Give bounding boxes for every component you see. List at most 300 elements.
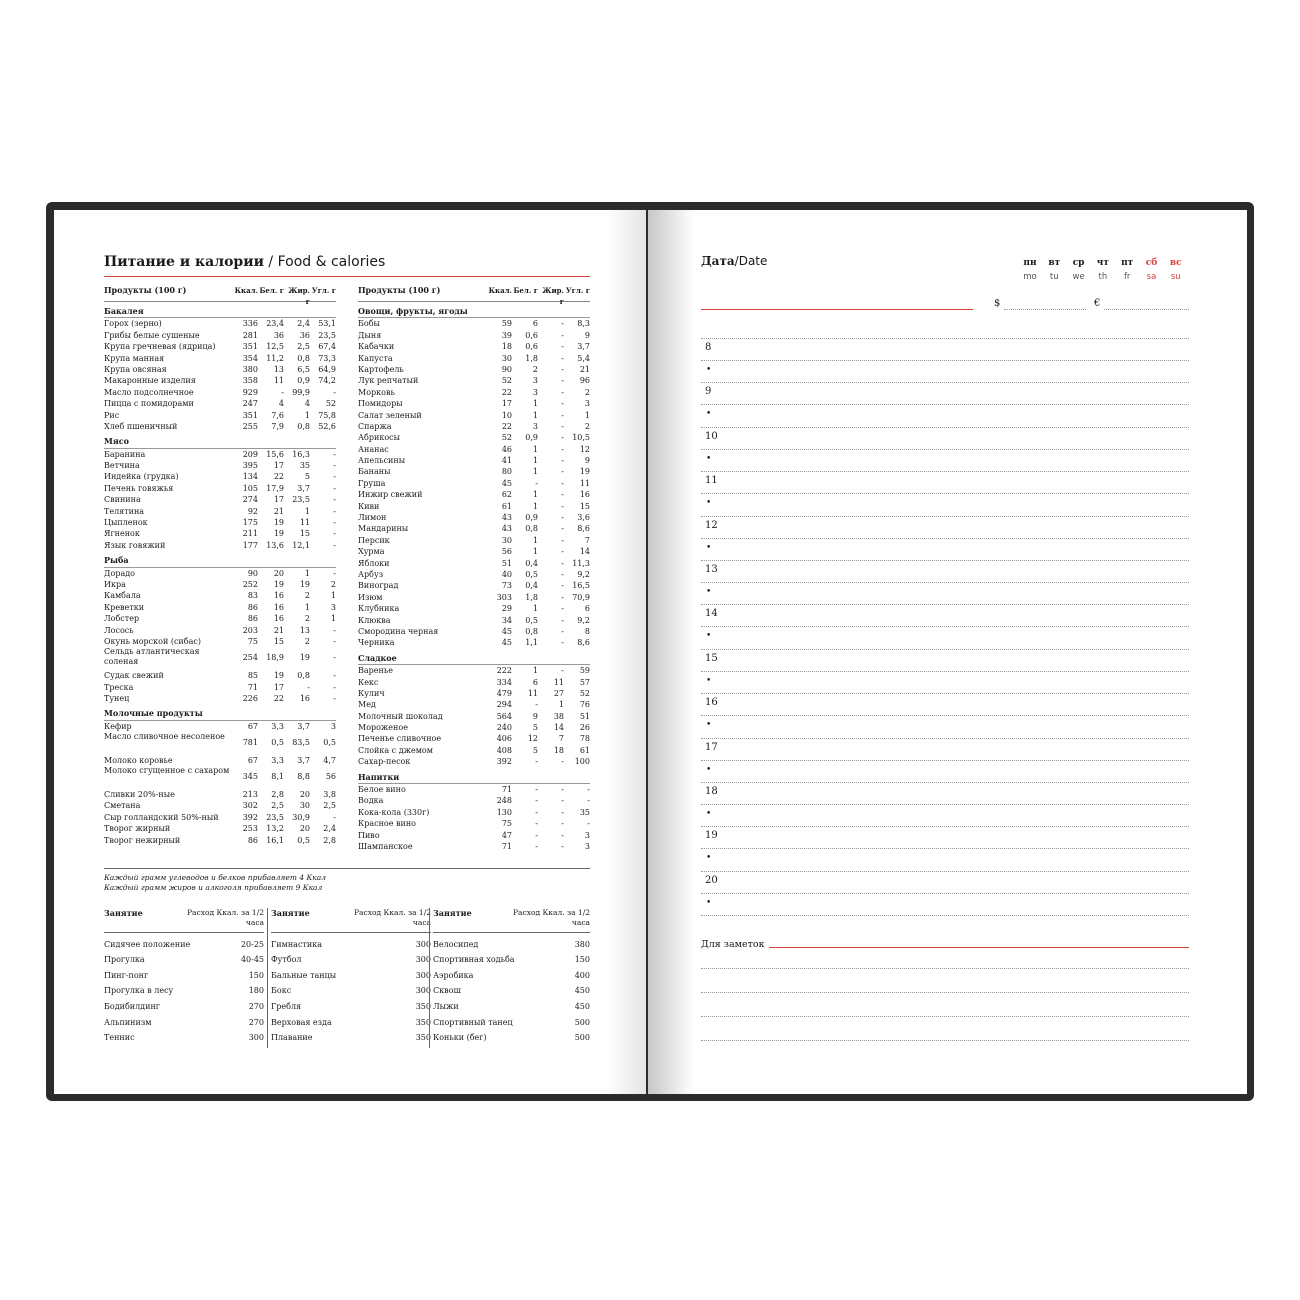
food-value: 1 [304,410,310,420]
food-name: Индейка (грудка) [104,472,179,482]
weekday-su[interactable] [1165,256,1187,284]
food-value: 4,7 [323,755,336,765]
notes-dotted-line[interactable] [701,1016,1189,1017]
food-value: 3 [532,421,538,431]
table-row [104,766,336,789]
table-row [104,483,336,494]
food-value: 52,6 [318,421,336,431]
food-value: 10 [501,410,512,420]
activity-row [104,964,264,980]
food-value: - [561,830,564,840]
food-value: - [535,478,538,488]
activity-header-value: Расход Ккал. за 1/2 часа [354,908,431,927]
food-value: - [307,682,310,692]
food-name: Апельсины [358,456,406,466]
food-value: 67 [247,755,258,765]
food-value: 16 [273,614,284,624]
food-value: 1 [330,591,336,601]
food-value: - [561,785,564,795]
food-value: 27 [553,688,564,698]
food-value: - [333,671,336,681]
dotted-line [701,693,1189,694]
dotted-line[interactable] [701,493,1189,494]
food-value: 3 [532,387,538,397]
food-value: 4 [278,399,284,409]
food-value: - [333,625,336,635]
table-row [104,693,336,704]
food-name: Крупа гречневая (ядрица) [104,342,216,352]
food-value: 21 [273,625,284,635]
bullet-point: • [706,453,712,464]
food-value: - [535,757,538,767]
food-value: 11 [273,376,284,386]
food-value: 53,1 [318,319,336,329]
food-value: - [333,506,336,516]
food-name: Лобстер [104,614,140,624]
food-value: 9 [584,330,590,340]
food-name: Смородина черная [358,626,439,636]
food-value: 18 [501,342,512,352]
food-name: Кекс [358,677,379,687]
activity-divider [267,908,268,1048]
food-value: 2,5 [271,801,284,811]
food-value: 17 [273,495,284,505]
weekday-we[interactable] [1068,256,1090,284]
table-row [358,523,590,534]
euro-label: € [1094,298,1101,309]
dotted-line[interactable] [701,449,1189,450]
food-value: 1 [558,700,564,710]
weekday-fr[interactable] [1116,256,1138,284]
food-value: 47 [501,830,512,840]
food-value: 0,5 [271,738,284,748]
table-row [104,625,336,636]
food-name: Дыня [358,330,382,340]
table-row [358,569,590,580]
food-value: 73 [501,581,512,591]
table-row [358,558,590,569]
food-value: 12 [579,444,590,454]
dotted-line[interactable] [701,360,1189,361]
food-value: - [535,830,538,840]
hour-label: 9 [705,386,712,398]
food-value: 17,9 [266,483,284,493]
dotted-line [701,738,1189,739]
date-line [701,309,973,310]
table-row [358,512,590,523]
food-value: 2 [330,579,336,589]
food-value: 75 [247,636,258,646]
food-value: 0,9 [525,513,538,523]
activity-kcal: 150 [248,970,264,980]
dotted-line [701,382,1189,383]
food-value: 20 [273,568,284,578]
food-value: - [333,693,336,703]
activity-header-label: Занятие [104,908,143,918]
food-value: 43 [501,513,512,523]
food-value: 16,5 [572,581,590,591]
weekday-ru: вт [1048,258,1061,268]
food-value: 213 [242,790,258,800]
notes-dotted-line[interactable] [701,992,1189,993]
food-value: 8,6 [577,524,590,534]
food-value: 67,4 [318,342,336,352]
food-value: 8,1 [271,772,284,782]
food-value: 19 [273,518,284,528]
food-value: 8,3 [577,319,590,329]
food-value: 253 [242,824,258,834]
bullet-point: • [706,675,712,686]
food-value: 203 [242,625,258,635]
activity-kcal: 500 [574,1033,590,1043]
food-value: 5,4 [577,353,590,363]
food-value: 248 [496,796,512,806]
food-value: 5 [532,723,538,733]
food-name: Груша [358,478,386,488]
food-value: 2 [584,387,590,397]
activity-name: Прогулка [104,955,145,965]
table-row [358,711,590,722]
food-value: 56 [325,772,336,782]
food-value: 51 [501,558,512,568]
food-name: Яблоки [358,558,390,568]
table-row [358,688,590,699]
table-row [104,647,336,670]
left-page [54,210,646,1094]
food-value: 20 [299,790,310,800]
weekday-mo[interactable] [1019,256,1041,284]
page-title: Питание и калории / Food & calories [104,254,590,277]
hour-label: 20 [705,874,718,886]
food-value: - [561,342,564,352]
food-name: Молочный шоколад [358,711,443,721]
food-value: 71 [501,841,512,851]
table-row [358,807,590,818]
food-name: Кока-кола (330г) [358,807,430,817]
table-row [104,506,336,517]
food-value: - [535,700,538,710]
notes-line [769,947,1189,948]
food-name: Киви [358,501,380,511]
food-value: - [561,535,564,545]
activity-name: Сидячее положение [104,939,191,949]
food-value: 100 [574,757,590,767]
food-value: 0,9 [525,433,538,443]
table-row [104,330,336,341]
activity-kcal: 500 [574,1017,590,1027]
food-value: 22 [273,693,284,703]
dotted-line [701,649,1189,650]
dotted-line[interactable] [701,538,1189,539]
table-row [358,478,590,489]
food-value: 0,8 [525,626,538,636]
dotted-line[interactable] [701,715,1189,716]
food-value: - [333,483,336,493]
activity-row [433,949,590,965]
hour-label: 14 [705,608,718,620]
food-name: Грибы белые сушеные [104,330,200,340]
food-value: 29 [501,604,512,614]
table-row [104,387,336,398]
food-value: 67 [247,721,258,731]
table-row [104,449,336,460]
food-value: 35 [579,807,590,817]
activity-kcal: 450 [574,1001,590,1011]
table-row [358,626,590,637]
food-value: 1 [532,410,538,420]
table-row [358,398,590,409]
food-value: 16 [299,693,310,703]
food-value: 40 [501,569,512,579]
dotted-line [701,604,1189,605]
weekday-sa[interactable] [1141,256,1163,284]
food-value: - [561,513,564,523]
food-value: 11 [579,478,590,488]
table-row [358,665,590,676]
activity-row [271,964,431,980]
activity-row [104,1011,264,1027]
table-row [104,755,336,766]
food-value: - [333,636,336,646]
food-value: 3 [584,399,590,409]
column-header: Угл. г [311,286,336,295]
food-value: 86 [247,835,258,845]
table-row [104,353,336,364]
food-name: Язык говяжий [104,540,166,550]
food-value: 11,2 [266,353,284,363]
food-name: Крупа овсяная [104,364,167,374]
food-value: 0,8 [525,524,538,534]
bullet-point: • [706,409,712,420]
food-value: 781 [242,738,258,748]
food-value: 1,8 [525,353,538,363]
food-value: 2,4 [323,824,336,834]
table-row [104,517,336,528]
weekday-en: sa [1146,272,1157,282]
food-value: 0,4 [525,558,538,568]
table-row [358,592,590,603]
activity-row [104,1027,264,1043]
dotted-line[interactable] [701,760,1189,761]
food-value: 11,3 [572,558,590,568]
food-value: - [561,841,564,851]
food-name: Бобы [358,319,380,329]
food-value: - [535,807,538,817]
activity-table [433,908,590,1042]
food-name: Морковь [358,387,395,397]
activity-table [104,908,264,1042]
dotted-line [701,915,1189,916]
dollar-field[interactable] [1004,309,1086,310]
activity-header [271,908,431,933]
dotted-line[interactable] [701,582,1189,583]
notes-dotted-line[interactable] [701,1040,1189,1041]
food-value: 17 [501,399,512,409]
food-value: 1 [532,467,538,477]
activity-kcal: 40-45 [240,955,264,965]
column-header: Жир. г [542,286,564,307]
food-name: Кабачки [358,342,395,352]
food-value: 3,8 [323,790,336,800]
food-value: 2,5 [323,801,336,811]
weekday-en: mo [1023,272,1037,282]
activity-name: Бокс [271,986,292,996]
food-name: Абрикосы [358,433,400,443]
weekday-tu[interactable] [1043,256,1065,284]
table-row [358,818,590,829]
food-value: 0,5 [525,615,538,625]
food-value: 9 [532,711,538,721]
food-value: - [333,495,336,505]
table-row [358,432,590,443]
food-value: 75 [501,819,512,829]
weekday-en: fr [1123,272,1131,282]
food-value: - [561,558,564,568]
food-value: 23,4 [266,319,284,329]
food-value: 59 [579,666,590,676]
activity-name: Лыжи [433,1001,459,1011]
food-value: - [561,387,564,397]
activity-name: Гимнастика [271,939,322,949]
food-name: Сливки 20%-ные [104,790,175,800]
dotted-line[interactable] [701,404,1189,405]
bullet-point: • [706,498,712,509]
food-value: 1 [532,535,538,545]
food-value: 15 [299,529,310,539]
dotted-line[interactable] [701,804,1189,805]
food-value: 11 [553,677,564,687]
table-row [358,546,590,557]
food-value: 1 [532,501,538,511]
food-value: 177 [242,540,258,550]
activity-kcal: 270 [248,1001,264,1011]
table-row [104,471,336,482]
activity-row [271,949,431,965]
table-row [358,364,590,375]
dotted-line[interactable] [701,626,1189,627]
food-value: 26 [579,723,590,733]
food-value: 30 [299,801,310,811]
food-value: 86 [247,602,258,612]
food-value: 2,8 [271,790,284,800]
section-heading: Овощи, фрукты, ягоды [358,306,590,318]
table-row [104,789,336,800]
food-value: 30 [501,535,512,545]
activity-kcal: 450 [574,986,590,996]
bullet-point: • [706,764,712,775]
activity-row [433,1011,590,1027]
activity-row [271,933,431,949]
food-name: Красное вино [358,819,416,829]
activity-kcal: 300 [415,939,431,949]
food-value: 929 [242,387,258,397]
table-row [104,812,336,823]
food-value: 52 [325,399,336,409]
table-row [358,756,590,767]
food-value: 392 [496,757,512,767]
food-name: Ветчина [104,461,140,471]
food-value: - [333,518,336,528]
food-value: 226 [242,693,258,703]
dotted-line[interactable] [701,671,1189,672]
food-value: 209 [242,449,258,459]
food-value: 6,5 [297,364,310,374]
table-row [358,341,590,352]
food-name: Виноград [358,581,399,591]
food-value: 479 [496,688,512,698]
food-value: 92 [247,506,258,516]
food-value: 9 [584,456,590,466]
food-value: 73,3 [318,353,336,363]
activity-name: Гребля [271,1001,302,1011]
section-heading: Напитки [358,772,590,784]
dotted-line [701,338,1189,339]
food-value: - [561,433,564,443]
food-value: 30 [501,353,512,363]
food-value: 74,2 [318,376,336,386]
table-row [358,722,590,733]
food-name: Сыр голландский 50%-ный [104,812,219,822]
food-value: 80 [501,467,512,477]
weekday-ru: чт [1096,258,1109,268]
food-name: Слойка с джемом [358,745,433,755]
notes-dotted-line[interactable] [701,968,1189,969]
food-value: 45 [501,638,512,648]
table-row [358,455,590,466]
hour-label: 19 [705,830,718,842]
food-value: - [535,785,538,795]
food-value: 11 [527,688,538,698]
weekday-th[interactable] [1092,256,1114,284]
food-name: Сметана [104,801,141,811]
activity-header-label: Занятие [433,908,472,918]
dotted-line [701,516,1189,517]
food-name: Лосось [104,625,134,635]
food-value: 3,7 [297,721,310,731]
food-value: - [333,653,336,663]
food-value: - [561,501,564,511]
food-value: - [561,330,564,340]
food-value: 2 [304,614,310,624]
bullet-point: • [706,365,712,375]
food-value: 30,9 [292,812,310,822]
activity-name: Верховая езда [271,1017,332,1027]
dotted-line[interactable] [701,893,1189,894]
hour-label: 13 [705,564,718,575]
food-name: Лук репчатый [358,376,419,386]
food-value: 2 [532,364,538,374]
food-value: - [561,615,564,625]
food-value: 18 [553,745,564,755]
activity-name: Велосипед [433,939,479,949]
food-name: Капуста [358,353,393,363]
food-value: 61 [501,501,512,511]
food-name: Печенье сливочное [358,734,442,744]
food-value: - [561,319,564,329]
food-value: 354 [242,353,258,363]
table-row [358,795,590,806]
food-name: Мед [358,700,376,710]
food-value: 1 [304,506,310,516]
food-value: 17 [273,461,284,471]
activity-kcal: 350 [415,1001,431,1011]
euro-field[interactable] [1104,309,1189,310]
section-heading: Сладкое [358,653,590,665]
dotted-line[interactable] [701,848,1189,849]
food-value: 334 [496,677,512,687]
food-value: 6 [584,604,590,614]
food-value: 35 [299,461,310,471]
